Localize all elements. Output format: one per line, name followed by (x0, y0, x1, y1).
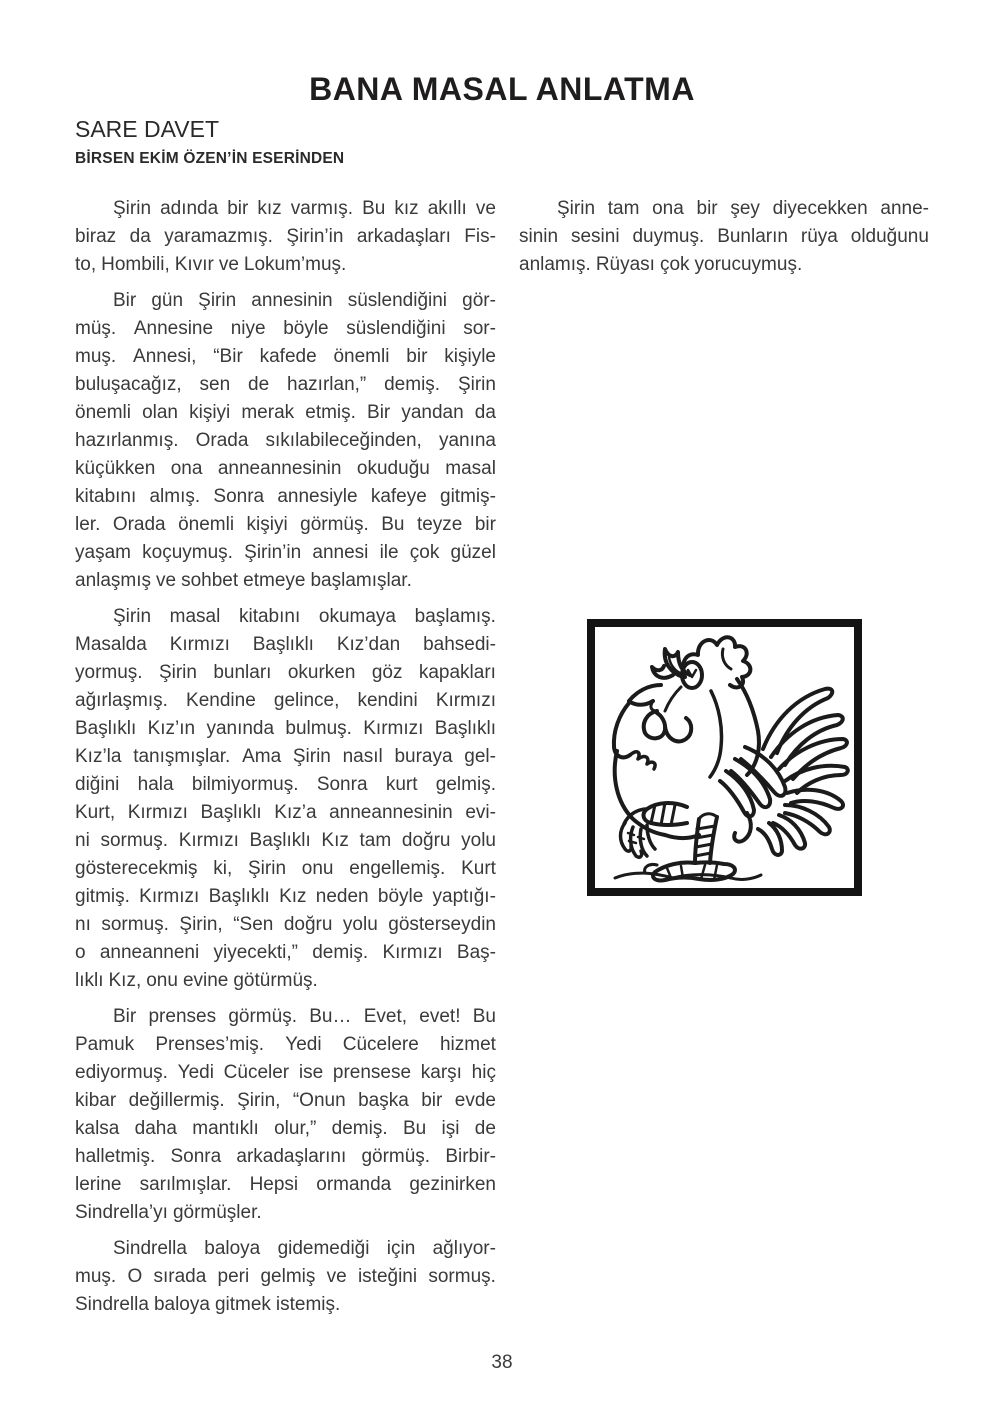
paragraph (75, 1235, 496, 1319)
left-column (75, 195, 496, 1327)
text-line: Başlıklı Kız’ın yanında bulmuş. Kırmızı Başlıklı (75, 718, 496, 739)
text-line: gösterecekmiş ki, Şirin onu engellemiş. Kurt (75, 858, 496, 879)
two-column-text (75, 195, 929, 1327)
text-line: Şirin adında bir kız varmış. Bu kız akıllı ve (113, 198, 496, 219)
text-line: biraz da yaramazmış. Şirin’in arkadaşları Fis- (75, 226, 496, 247)
text-line: küçükken ona anneannesinin okuduğu masal (75, 458, 496, 479)
text-line: yormuş. Şirin bunları okurken göz kapakları (75, 662, 496, 683)
text-line: gitmiş. Kırmızı Başlıklı Kız neden böyle yaptığı- (75, 886, 496, 907)
text-line: Kız’la tanışmışlar. Ama Şirin nasıl buraya gel- (75, 746, 496, 767)
text-line: Bir gün Şirin annesinin süslendiğini gör- (113, 290, 496, 311)
paragraph (75, 603, 496, 995)
text-line: nı sormuş. Şirin, “Sen doğru yolu gösterseydin (75, 914, 496, 935)
text-line: hazırlanmış. Orada sıkılabileceğinden, yanına (75, 430, 496, 451)
text-line: lıklı Kız, onu evine götürmüş. (75, 970, 318, 991)
text-line: o anneanneni yiyecekti,” demiş. Kırmızı Baş- (75, 942, 496, 963)
text-line: Sindrella baloya gitmek istemiş. (75, 1294, 341, 1315)
page-title: BANA MASAL ANLATMA (309, 71, 695, 107)
text-line: anlamış. Rüyası çok yorucuymuş. (519, 254, 803, 275)
right-column (519, 195, 929, 1327)
text-line: Şirin tam ona bir şey diyecekken anne- (557, 198, 929, 219)
illustration-frame (587, 619, 862, 896)
text-line: buluşacağız, sen de hazırlan,” demiş. Şirin (75, 374, 496, 395)
text-line: halletmiş. Sonra arkadaşlarını görmüş. Birbir- (75, 1146, 496, 1167)
text-line: Pamuk Prenses’miş. Yedi Cücelere hizmet (75, 1034, 496, 1055)
text-line: yaşam koçuymuş. Şirin’in annesi ile çok güzel (75, 542, 496, 563)
text-line: to, Hombili, Kıvır ve Lokum’muş. (75, 254, 347, 275)
text-line: ler. Orada önemli kişiyi görmüş. Bu teyze bir (75, 514, 496, 535)
text-line: kibar değillermiş. Şirin, “Onun başka bir evde (75, 1090, 496, 1111)
text-line: lerine sarılmışlar. Hepsi ormanda gezinirken (75, 1174, 496, 1195)
text-line: Sindrella’yı görmüşler. (75, 1202, 262, 1223)
text-line: diğini hala bilmiyormuş. Sonra kurt gelmiş. (75, 774, 496, 795)
text-line: anlaşmış ve sohbet etmeye başlamışlar. (75, 570, 412, 591)
text-line: ağırlaşmış. Kendine gelince, kendini Kırmızı (75, 690, 496, 711)
text-line: muş. Annesi, “Bir kafede önemli bir kişiyle (75, 346, 496, 367)
text-line: önemli olan kişiyi merak etmiş. Bir yandan da (75, 402, 496, 423)
paragraph (519, 195, 929, 279)
text-line: Masalda Kırmızı Başlıklı Kız’dan bahsedi- (75, 634, 496, 655)
text-line: müş. Annesine niye böyle süslendiğini sor- (75, 318, 496, 339)
text-line: muş. O sırada peri gelmiş ve isteğini sormuş. (75, 1266, 496, 1287)
text-line: sinin sesini duymuş. Bunların rüya olduğunu (519, 226, 929, 247)
paragraph (75, 195, 496, 279)
text-line: Bir prenses görmüş. Bu… Evet, evet! Bu (113, 1006, 496, 1027)
text-line: Şirin masal kitabını okumaya başlamış. (113, 606, 496, 627)
text-line: ni sormuş. Kırmızı Başlıklı Kız tam doğru yolu (75, 830, 496, 851)
rooster-line-drawing-illustration (595, 627, 854, 888)
page-number: 38 (491, 1352, 513, 1373)
right-column-text (519, 195, 929, 279)
text-line: kalsa daha mantıklı olur,” demiş. Bu işi de (75, 1118, 496, 1139)
source-note: BİRSEN EKİM ÖZEN’İN ESERİNDEN (75, 150, 345, 167)
text-line: Kurt, Kırmızı Başlıklı Kız’a anneannesinin evi- (75, 802, 496, 823)
text-line: kitabını almış. Sonra annesiyle kafeye gitmiş- (75, 486, 496, 507)
paragraph (75, 287, 496, 595)
paragraph (75, 1003, 496, 1227)
text-line: Sindrella baloya gidemediği için ağlıyor- (113, 1238, 496, 1259)
author-name: SARE DAVET (75, 116, 219, 142)
text-line: ediyormuş. Yedi Cüceler ise prensese karşı hiç (75, 1062, 496, 1083)
